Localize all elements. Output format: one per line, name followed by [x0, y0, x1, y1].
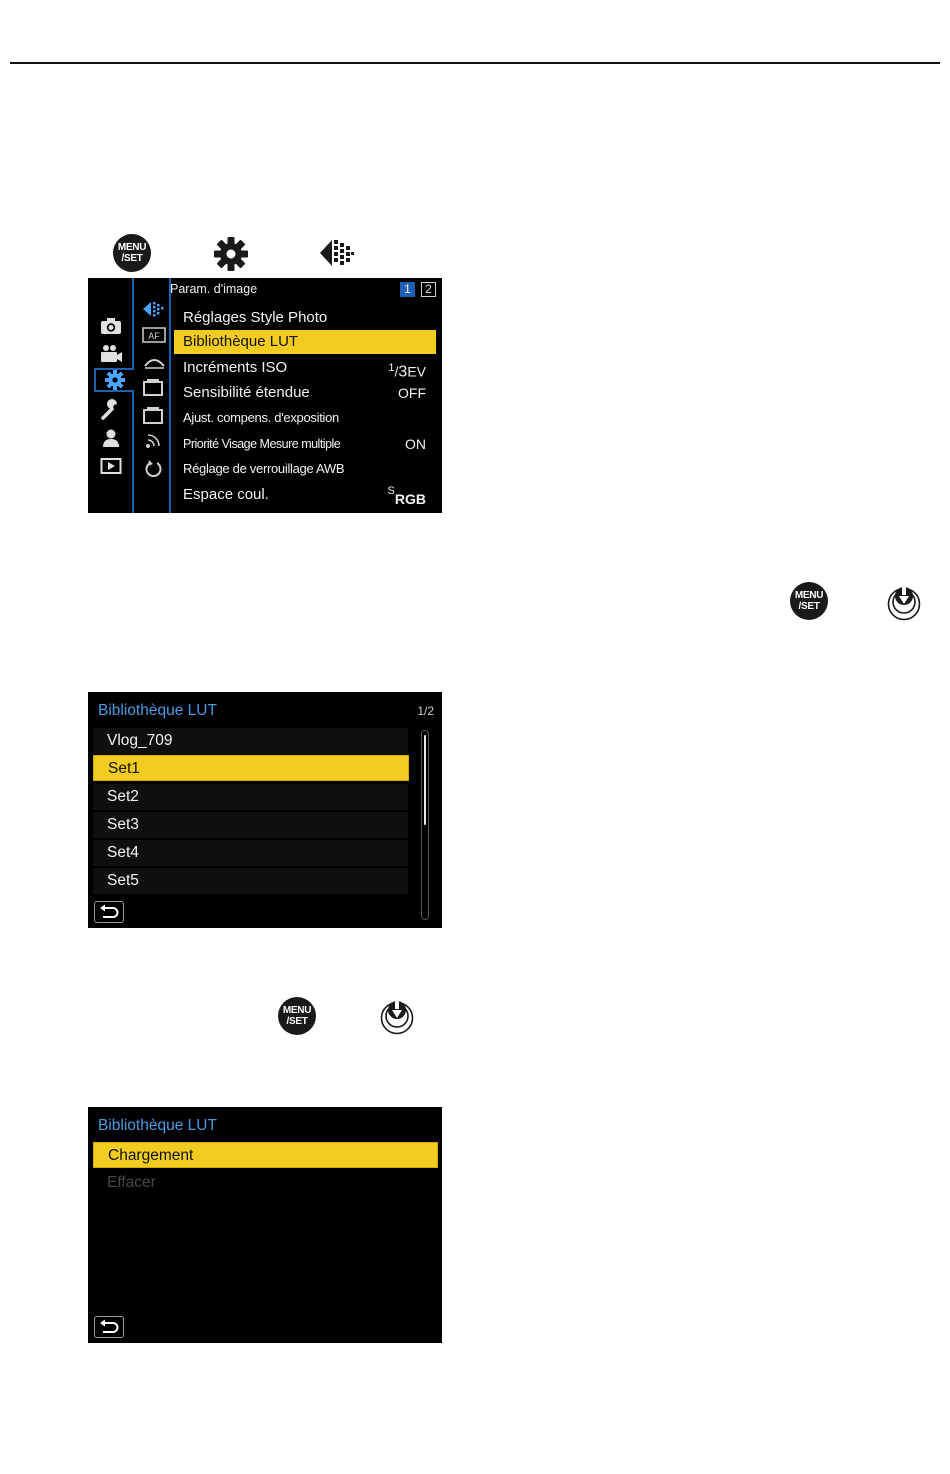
back-button[interactable]	[94, 1316, 124, 1338]
page-indicator: 1/2	[417, 704, 434, 718]
iso-unit: EV	[407, 363, 426, 380]
joystick-press-icon	[886, 582, 922, 622]
top-rule	[10, 62, 940, 64]
menu-item-reglages-style-photo[interactable]	[174, 306, 436, 330]
menu-item-label: Priorité Visage Mesure multiple	[183, 437, 341, 451]
return-icon	[98, 1319, 120, 1335]
menu-set-label-2: /SET	[798, 601, 820, 612]
gear-icon	[212, 235, 250, 273]
menu-item-label: Réglages Style Photo	[183, 309, 328, 326]
menu-set-label-2: /SET	[286, 1016, 308, 1027]
menu-item-priorite-visage[interactable]	[174, 432, 436, 456]
scrollbar[interactable]	[421, 730, 429, 920]
image-settings-tab-icon[interactable]	[142, 298, 168, 320]
page-1-tab[interactable]: 1	[400, 282, 415, 297]
lut-item-set4[interactable]: Set4	[93, 840, 408, 866]
menu-item-label: Bibliothèque LUT	[183, 333, 299, 350]
menu-set-label-1: MENU	[117, 242, 147, 253]
lut-library-action-screen	[88, 1107, 442, 1343]
flash-tab-icon[interactable]	[142, 350, 168, 372]
reset-tab-icon[interactable]	[142, 458, 168, 480]
wrench-icon[interactable]	[96, 398, 126, 422]
menu-item-espace-coul[interactable]	[174, 483, 436, 507]
menu-set-icon	[278, 997, 316, 1035]
image-settings-icon	[318, 236, 356, 270]
svg-text:AF: AF	[148, 331, 160, 341]
category-bar	[88, 278, 134, 513]
page-indicator	[400, 282, 436, 297]
chargement-item[interactable]: Chargement	[93, 1142, 438, 1168]
menu-set-label-1: MENU	[794, 590, 824, 601]
menu-item-sensibilite-etendue[interactable]	[174, 381, 436, 405]
page-2-tab[interactable]: 2	[421, 282, 436, 297]
menu-screen-image-settings	[88, 278, 442, 513]
iso-fraction-denominator: 3	[398, 363, 408, 381]
menu-item-label: Sensibilité étendue	[183, 384, 310, 401]
lut-item-vlog-709[interactable]: Vlog_709	[93, 728, 408, 754]
color-space-s: S	[387, 485, 395, 497]
menu-header: Param. d'image	[170, 282, 258, 296]
menu-item-increments-iso[interactable]	[174, 356, 436, 380]
menu-set-label-2: /SET	[121, 253, 143, 264]
playback-icon[interactable]	[96, 454, 126, 478]
menu-item-value	[388, 483, 426, 507]
menu-set-icon	[790, 582, 828, 620]
lens-tab-icon[interactable]	[142, 404, 168, 426]
menu-set-icon	[113, 234, 151, 272]
monitor-tab-icon[interactable]	[142, 376, 168, 398]
menu-item-label: Espace coul.	[183, 486, 269, 503]
menu-item-reglage-verrouillage-awb[interactable]	[174, 457, 436, 481]
back-button[interactable]	[94, 901, 124, 923]
menu-item-label: Ajust. compens. d'exposition	[183, 410, 339, 425]
menu-item-value: ON	[405, 436, 426, 452]
camera-icon[interactable]	[96, 314, 126, 338]
video-camera-icon[interactable]	[96, 342, 126, 366]
effacer-item: Effacer	[107, 1174, 156, 1191]
scrollbar-thumb[interactable]	[424, 735, 426, 825]
return-icon	[98, 904, 120, 920]
lut-item-set2[interactable]: Set2	[93, 784, 408, 810]
wireless-tab-icon[interactable]	[142, 430, 168, 452]
gear-icon[interactable]	[94, 368, 134, 392]
menu-item-label: Réglage de verrouillage AWB	[183, 461, 345, 476]
lut-item-set3[interactable]: Set3	[93, 812, 408, 838]
lut-item-set5[interactable]: Set5	[93, 868, 408, 894]
menu-item-value: OFF	[398, 385, 426, 401]
menu-item-bibliotheque-lut[interactable]	[174, 330, 436, 354]
af-tab-icon[interactable]	[142, 324, 168, 346]
joystick-press-icon	[379, 996, 415, 1036]
screen-title: Bibliothèque LUT	[98, 1117, 217, 1134]
menu-item-value: $^1$/3EV	[388, 362, 426, 381]
menu-item-label: Incréments ISO	[183, 359, 288, 376]
person-icon[interactable]	[96, 426, 126, 450]
lut-library-list-screen	[88, 692, 442, 928]
screen-title: Bibliothèque LUT	[98, 702, 217, 719]
menu-set-label-1: MENU	[282, 1005, 312, 1016]
menu-item-ajust-compens-exposition[interactable]	[174, 406, 436, 430]
color-space-rgb: RGB	[394, 491, 426, 507]
iso-fraction-numerator: 1	[388, 362, 395, 374]
lut-item-set1[interactable]: Set1	[93, 755, 409, 781]
subcategory-bar	[134, 278, 171, 513]
